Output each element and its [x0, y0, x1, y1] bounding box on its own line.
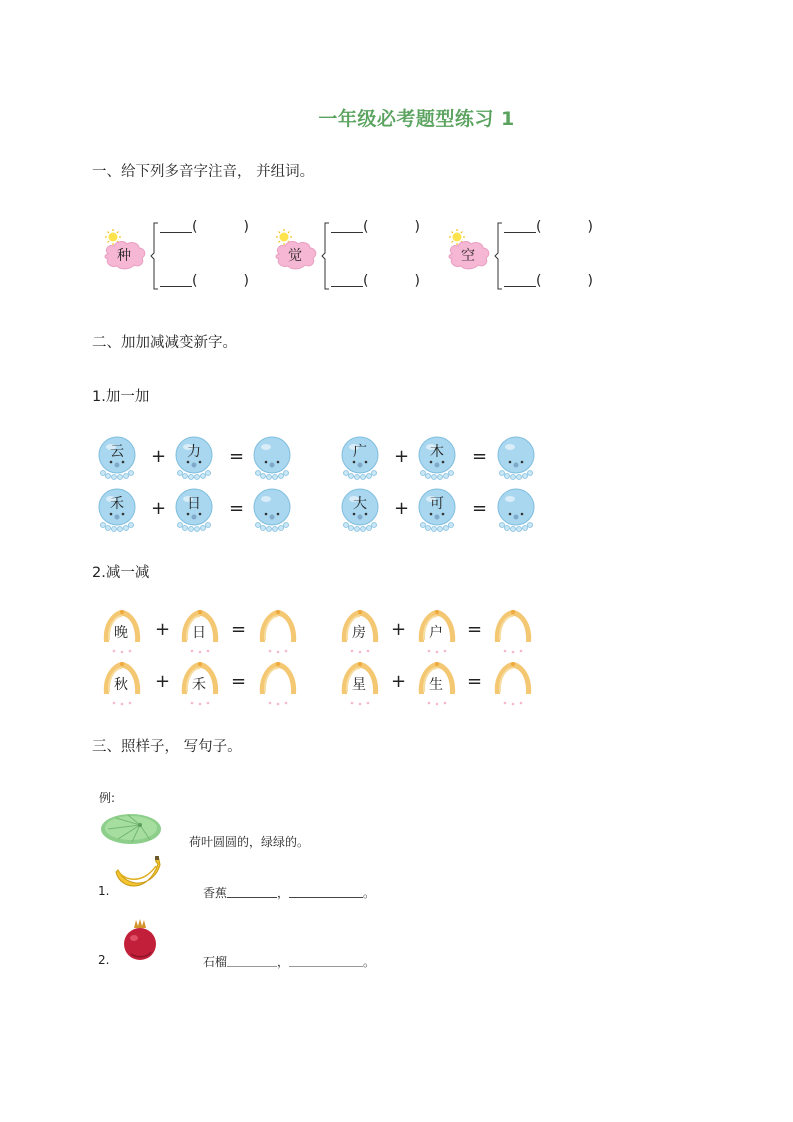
pomegranate-icon [121, 918, 159, 962]
polyphonic-item [446, 218, 606, 294]
cloud-badge [446, 228, 496, 274]
arch-icon [491, 658, 535, 706]
bubble-char: 房 [352, 625, 366, 641]
plus-sign: + [151, 498, 167, 519]
pinyin-blank-2[interactable]: ( ) [160, 272, 249, 289]
polyphonic-char: 觉 [288, 248, 302, 264]
section-2-heading: 二、加加减减变新字。 [92, 335, 237, 351]
item-1-number: 1. [98, 884, 110, 898]
answer-bubble[interactable] [496, 435, 538, 481]
item-2-word: 石榴 [203, 955, 228, 969]
bracket-icon [150, 222, 160, 290]
bracket-icon [321, 222, 331, 290]
char-bubble [174, 435, 216, 481]
polyphonic-item [102, 218, 262, 294]
char-bubble [417, 435, 459, 481]
octopus-icon [496, 487, 538, 533]
polyphonic-char: 种 [117, 248, 131, 264]
plus-sign: + [394, 498, 410, 519]
bubble-char: 禾 [192, 677, 206, 693]
plus-sign: + [394, 446, 410, 467]
subtract-label: 2.减一减 [92, 565, 150, 581]
section-1-heading: 一、给下列多音字注音， 并组词。 [92, 164, 315, 180]
bubble-char: 秋 [114, 677, 128, 693]
item-2-end: 。 [363, 955, 376, 969]
item-1-word: 香蕉 [203, 886, 228, 900]
answer-bubble[interactable] [252, 435, 294, 481]
char-bubble [340, 435, 382, 481]
answer-bubble[interactable] [256, 606, 300, 654]
char-bubble [174, 487, 216, 533]
bubble-char: 可 [430, 496, 444, 512]
example-sentence: 荷叶圆圆的，绿绿的。 [189, 835, 310, 849]
bubble-char: 晚 [114, 625, 128, 641]
char-bubble [97, 487, 139, 533]
equals-sign: = [229, 498, 245, 519]
pinyin-blank-1[interactable]: ( ) [160, 218, 249, 235]
arch-icon [256, 606, 300, 654]
bubble-char: 云 [110, 444, 124, 460]
arch-icon [256, 658, 300, 706]
item-2-blank-2[interactable] [289, 953, 363, 967]
octopus-icon [496, 435, 538, 481]
item-2-number: 2. [98, 953, 110, 967]
char-bubble [338, 658, 382, 706]
equals-sign: = [467, 619, 483, 640]
plus-sign: + [155, 619, 171, 640]
bubble-char: 禾 [110, 496, 124, 512]
bubble-char: 星 [352, 677, 366, 693]
item-1-blank-2[interactable] [289, 884, 363, 898]
bubble-char: 木 [430, 444, 444, 460]
char-bubble [97, 435, 139, 481]
item-2-sentence [203, 953, 375, 970]
item-1-sentence [203, 884, 375, 901]
char-bubble [100, 606, 144, 654]
char-bubble [415, 606, 459, 654]
octopus-icon [252, 435, 294, 481]
answer-bubble[interactable] [252, 487, 294, 533]
bubble-char: 广 [353, 444, 367, 460]
pinyin-blank-2[interactable]: ( ) [504, 272, 593, 289]
item-1-comma: ， [277, 886, 290, 900]
banana-icon [112, 856, 162, 896]
equals-sign: = [467, 671, 483, 692]
plus-sign: + [391, 619, 407, 640]
pinyin-blank-1[interactable]: ( ) [331, 218, 420, 235]
char-bubble [178, 658, 222, 706]
equals-sign: = [229, 446, 245, 467]
char-bubble [340, 487, 382, 533]
cloud-badge [273, 228, 323, 274]
bubble-char: 大 [353, 496, 367, 512]
answer-bubble[interactable] [491, 658, 535, 706]
lotus-leaf-icon [100, 812, 162, 846]
page-title: 一年级必考题型练习 1 [318, 108, 515, 130]
bracket-icon [494, 222, 504, 290]
char-bubble [100, 658, 144, 706]
equals-sign: = [472, 498, 488, 519]
answer-bubble[interactable] [491, 606, 535, 654]
section-3-heading: 三、照样子， 写句子。 [92, 739, 242, 755]
char-bubble [178, 606, 222, 654]
answer-bubble[interactable] [496, 487, 538, 533]
plus-sign: + [151, 446, 167, 467]
char-bubble [415, 658, 459, 706]
answer-bubble[interactable] [256, 658, 300, 706]
plus-sign: + [391, 671, 407, 692]
bubble-char: 力 [187, 444, 201, 460]
item-1-blank-1[interactable] [227, 884, 277, 898]
plus-sign: + [155, 671, 171, 692]
equals-sign: = [231, 671, 247, 692]
polyphonic-item [273, 218, 433, 294]
bubble-char: 日 [187, 496, 201, 512]
polyphonic-char: 空 [461, 248, 475, 264]
bubble-char: 户 [429, 625, 443, 641]
bubble-char: 生 [429, 677, 443, 693]
cloud-badge [102, 228, 152, 274]
octopus-icon [252, 487, 294, 533]
char-bubble [338, 606, 382, 654]
bubble-char: 日 [192, 625, 206, 641]
equals-sign: = [472, 446, 488, 467]
item-1-end: 。 [363, 886, 376, 900]
example-label: 例: [99, 791, 116, 805]
add-label: 1.加一加 [92, 389, 150, 405]
item-2-blank-1[interactable] [227, 953, 277, 967]
item-2-comma: ， [277, 955, 290, 969]
pinyin-blank-2[interactable]: ( ) [331, 272, 420, 289]
equals-sign: = [231, 619, 247, 640]
arch-icon [491, 606, 535, 654]
pinyin-blank-1[interactable]: ( ) [504, 218, 593, 235]
char-bubble [417, 487, 459, 533]
